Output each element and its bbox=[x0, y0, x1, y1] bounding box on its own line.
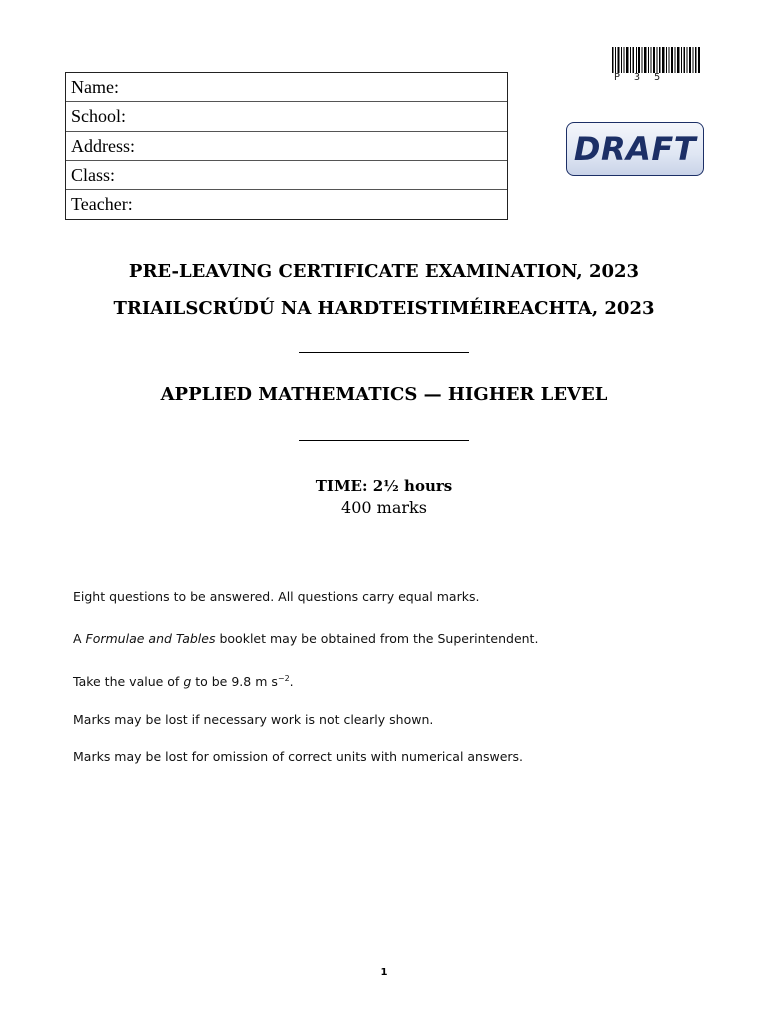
instruction-text: to be 9.8 m s bbox=[191, 674, 278, 690]
draft-label: DRAFT bbox=[573, 130, 697, 168]
unit-exponent: −2 bbox=[277, 674, 290, 683]
address-field[interactable]: Address: bbox=[66, 132, 507, 161]
barcode-code: P 3 5 bbox=[614, 72, 665, 83]
instruction-text: Take the value of bbox=[73, 674, 184, 690]
class-field[interactable]: Class: bbox=[66, 161, 507, 190]
instruction-text: . bbox=[289, 674, 294, 690]
divider-line bbox=[299, 352, 469, 353]
exam-title-english: PRE-LEAVING CERTIFICATE EXAMINATION, 2023 bbox=[128, 261, 640, 282]
name-field[interactable]: Name: bbox=[66, 73, 507, 102]
student-details-box bbox=[65, 72, 508, 220]
instruction-text: A bbox=[73, 631, 86, 646]
page-number: 1 bbox=[380, 967, 388, 978]
exam-time: TIME: 2½ hours bbox=[315, 477, 453, 495]
instruction-questions: Eight questions to be answered. All questions carry equal marks. bbox=[73, 589, 480, 604]
instruction-tables bbox=[73, 631, 538, 646]
exam-title-irish: TRIAILSCRÚDÚ NA HARDTEISTIMÉIREACHTA, 2023 bbox=[113, 298, 655, 319]
draft-badge bbox=[566, 122, 704, 176]
instruction-gravity bbox=[73, 674, 294, 689]
booklet-title: Formulae and Tables bbox=[85, 631, 216, 646]
instruction-units: Marks may be lost for omission of correct units with numerical answers. bbox=[73, 749, 524, 764]
barcode-icon bbox=[612, 47, 700, 73]
instruction-text: booklet may be obtained from the Superintendent. bbox=[215, 631, 539, 646]
teacher-field[interactable]: Teacher: bbox=[71, 194, 133, 215]
instruction-work-shown: Marks may be lost if necessary work is not clearly shown. bbox=[73, 712, 434, 727]
school-field[interactable]: School: bbox=[66, 102, 507, 131]
divider-line bbox=[299, 440, 469, 441]
total-marks: 400 marks bbox=[341, 498, 427, 517]
subject-title: APPLIED MATHEMATICS — HIGHER LEVEL bbox=[160, 384, 608, 405]
gravity-symbol: g bbox=[183, 674, 192, 690]
